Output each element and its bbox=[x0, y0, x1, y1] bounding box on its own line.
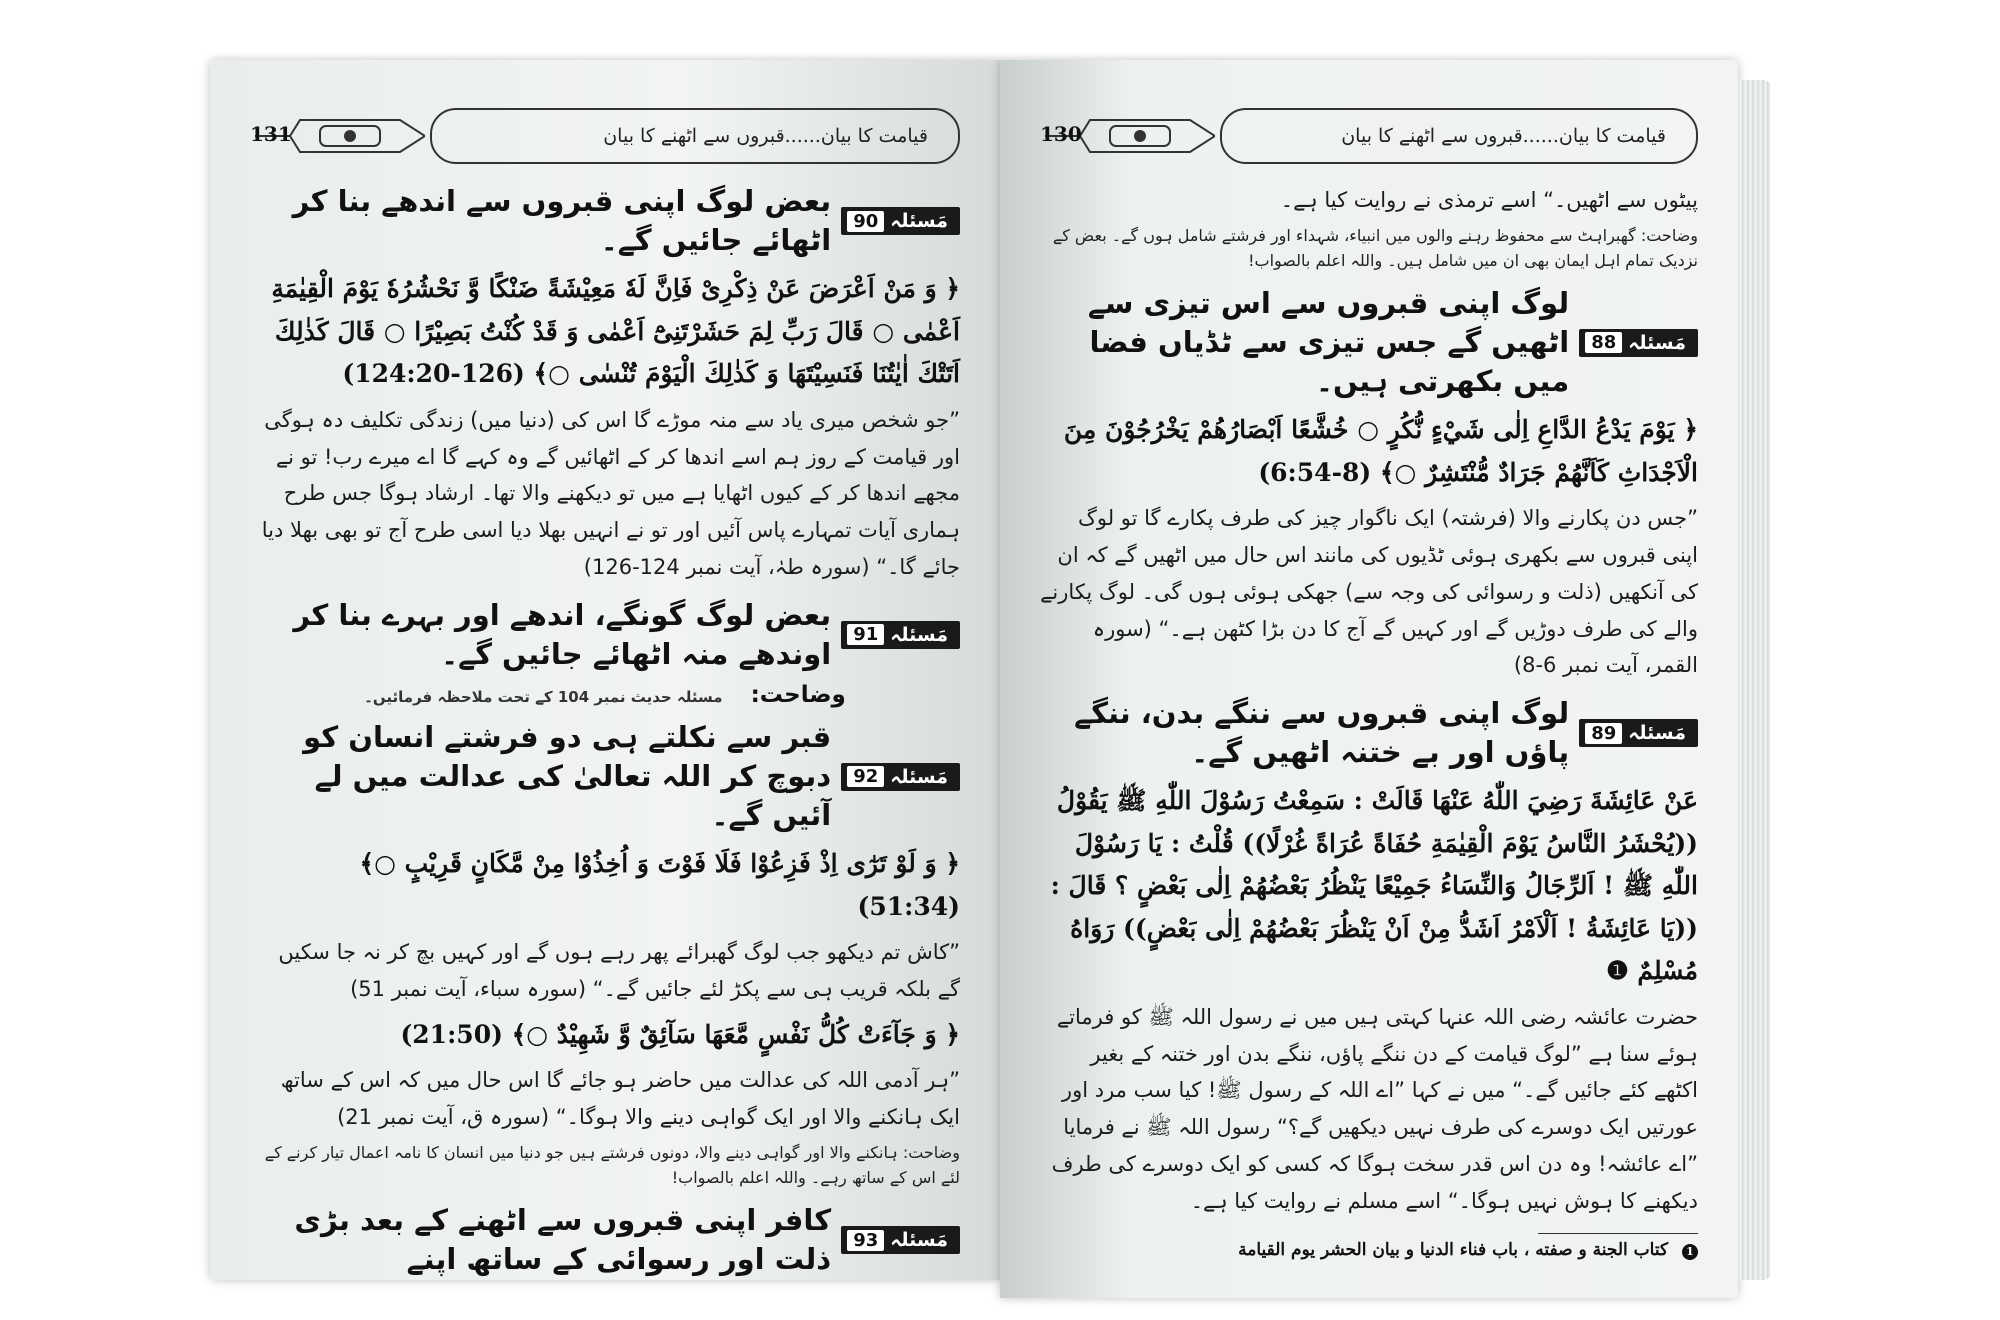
masala-heading bbox=[1040, 284, 1698, 401]
masala-badge bbox=[1579, 329, 1698, 357]
masala-heading bbox=[250, 182, 960, 260]
quran-verse: ﴿ وَ مَنْ اَعْرَضَ عَنْ ذِكْرِىْ فَاِنَّ لَهٗ مَعِيْشَةً ضَنْكًا وَّ نَحْشُرُهٗ يَوْمَ الْقِيٰمَةِ اَعْمٰى ○ قَالَ رَبِّ لِمَ حَشَرْتَنِىْٓ اَعْمٰى وَ قَدْ كُنْتُ بَصِيْرًا ○ قَالَ كَذٰلِكَ اَتَتْكَ اٰيٰتُنَا فَنَسِيْتَهَا وَ كَذٰلِكَ الْيَوْمَ تُنْسٰى ○﴾ (126-124:20) bbox=[271, 274, 960, 389]
masala-title: بعض لوگ گونگے، اندھے اور بہرے بنا کر اوندھے منہ اٹھائے جائیں گے۔ bbox=[293, 597, 832, 671]
quran-verse: ﴿ وَ لَوْ تَرٰٓى اِذْ فَزِعُوْا فَلَا فَوْتَ وَ اُخِذُوْا مِنْ مَّكَانٍ قَرِيْبٍ ○﴾ (51:34) bbox=[359, 849, 960, 921]
masala-label: مَسئلہ bbox=[890, 210, 948, 233]
header-frame bbox=[430, 108, 960, 164]
masala-number: 91 bbox=[847, 624, 884, 645]
masala-title: بعض لوگ اپنی قبروں سے اندھے بنا کر اٹھائے جائیں گے۔ bbox=[292, 184, 832, 258]
masala-number: 89 bbox=[1585, 723, 1622, 744]
masala-heading bbox=[250, 1201, 960, 1279]
masala-label: مَسئلہ bbox=[890, 1229, 948, 1252]
hadith-text: عَنْ عَائِشَةَ رَضِيَ اللّٰهُ عَنْهَا قَالَتْ : سَمِعْتُ رَسُوْلَ اللّٰهِ ﷺ يَقُوْلُ ((يُحْشَرُ النَّاسُ يَوْمَ الْقِيٰمَةِ حُفَاةً عُرَاةً غُرْلًا)) قُلْتُ : يَا رَسُوْلَ اللّٰهِ ﷺ ! اَلرِّجَالُ وَالنِّسَاءُ جَمِيْعًا يَنْظُرُ بَعْضُهُمْ اِلٰى بَعْضٍ ؟ قَالَ : ((يَا عَائِشَةُ ! اَلْاَمْرُ اَشَدُّ مِنْ اَنْ يَنْظُرَ بَعْضُهُمْ اِلٰى بَعْضٍ)) رَوَاهُ مُسْلِمٌ ❶ bbox=[1050, 786, 1698, 986]
wazahat-small: وضاحت: گھبراہٹ سے محفوظ رہنے والوں میں انبیاء، شہداء اور فرشتے شامل ہوں گے۔ بعض کے نزدیک تمام اہل ایمان بھی ان میں شامل ہیں۔ واللہ اعلم بالصواب! bbox=[1052, 225, 1698, 271]
wazahat-label: وضاحت: bbox=[750, 681, 846, 708]
footnote bbox=[1040, 1240, 1698, 1260]
footnote-mark: 1 bbox=[1682, 1244, 1698, 1260]
masala-label: مَسئلہ bbox=[890, 765, 948, 788]
page-number: 131 bbox=[250, 122, 292, 146]
footnote-text: كتاب الجنة و صفته ، باب فناء الدنيا و بيان الحشر يوم القيامة bbox=[1238, 1240, 1669, 1261]
page-header bbox=[1040, 100, 1698, 170]
wazahat-note: مسئلہ حدیث نمبر 104 کے تحت ملاحظہ فرمائیں۔ bbox=[364, 687, 723, 706]
masala-number: 93 bbox=[847, 1230, 884, 1251]
header-frame bbox=[1220, 108, 1698, 164]
masala-label: مَسئلہ bbox=[1628, 722, 1686, 745]
masala-title: لوگ اپنی قبروں سے ننگے بدن، ننگے پاؤں اور بے ختنہ اٹھیں گے۔ bbox=[1074, 696, 1570, 770]
masala-number: 90 bbox=[847, 211, 884, 232]
wazahat-small: وضاحت: ہانکنے والا اور گواہی دینے والا، دونوں فرشتے ہیں جو دنیا میں انسان کا نامہ اعمال تیار کرنے کے لئے اس کے ساتھ رہے۔ واللہ اعلم بالصواب! bbox=[264, 1142, 960, 1188]
masala-badge bbox=[841, 621, 960, 649]
masala-heading bbox=[250, 718, 960, 835]
footnote-divider bbox=[1538, 1233, 1698, 1234]
page-number: 130 bbox=[1040, 122, 1082, 146]
left-page bbox=[210, 60, 1000, 1280]
wazahat bbox=[250, 682, 960, 708]
masala-title: قبر سے نکلتے ہی دو فرشتے انسان کو دبوچ کر اللہ تعالیٰ کی عدالت میں لے آئیں گے۔ bbox=[303, 719, 832, 833]
masala-number: 92 bbox=[847, 766, 884, 787]
urdu-translation: پیٹوں سے اٹھیں۔“ اسے ترمذی نے روایت کیا ہے۔ bbox=[1280, 188, 1698, 212]
quran-verse: ﴿ وَ جَآءَتْ كُلُّ نَفْسٍ مَّعَهَا سَآئِقٌ وَّ شَهِيْدٌ ○﴾ (21:50) bbox=[400, 1019, 960, 1049]
masala-label: مَسئلہ bbox=[1628, 331, 1686, 354]
masala-badge bbox=[841, 763, 960, 791]
masala-badge bbox=[1579, 719, 1698, 747]
quran-verse: ﴿ يَوْمَ يَدْعُ الدَّاعِ اِلٰى شَيْءٍ نُّكُرٍ ○ خُشَّعًا اَبْصَارُهُمْ يَخْرُجُوْنَ مِنَ الْاَجْدَاثِ كَاَنَّهُمْ جَرَادٌ مُّنْتَشِرٌ ○﴾ (8-6:54) bbox=[1063, 415, 1698, 487]
header-title: قیامت کا بیان......قبروں سے اٹھنے کا بیان bbox=[1341, 125, 1666, 147]
masala-heading bbox=[1040, 694, 1698, 772]
urdu-translation: ”جو شخص میری یاد سے منہ موڑے گا اس کی (دنیا میں) زندگی تکلیف دہ ہوگی اور قیامت کے روز ہم اسے اندھا کر کے اٹھائیں گے وہ کہے گا اے میرے رب! تو نے مجھے اندھا کر کے کیوں اٹھایا ہے میں تو دیکھنے والا تھا۔ ارشاد ہوگا جس طرح ہماری آیات تمہارے پاس آئیں اور تو نے انہیں بھلا دیا اسی طرح آج تو بھی بھلا دیا جائے گا۔“ (سورہ طہٰ، آیت نمبر 124-126) bbox=[261, 407, 960, 579]
header-title: قیامت کا بیان......قبروں سے اٹھنے کا بیان bbox=[603, 125, 928, 147]
masala-label: مَسئلہ bbox=[890, 623, 948, 646]
masala-badge bbox=[841, 1226, 960, 1254]
masala-badge bbox=[841, 207, 960, 235]
page-edges bbox=[1738, 80, 1770, 1280]
masala-number: 88 bbox=[1585, 332, 1622, 353]
urdu-translation: ”ہر آدمی اللہ کی عدالت میں حاضر ہو جائے گا اس حال میں کہ اس کے ساتھ ایک ہانکنے والا اور ایک گواہی دینے والا ہوگا۔“ (سورہ ق، آیت نمبر 21) bbox=[280, 1068, 960, 1129]
urdu-translation: ”کاش تم دیکھو جب لوگ گھبرائے پھر رہے ہوں گے اور کہیں بچ کر نہ جا سکیں گے بلکہ قریب ہی سے پکڑ لئے جائیں گے۔“ (سورہ سباء، آیت نمبر 51) bbox=[278, 940, 960, 1001]
masala-title: لوگ اپنی قبروں سے اس تیزی سے اٹھیں گے جس تیزی سے ٹڈیاں فضا میں بکھرتی ہیں۔ bbox=[1087, 285, 1570, 399]
right-page bbox=[1000, 60, 1738, 1298]
urdu-translation: حضرت عائشہ رضی اللہ عنہا کہتی ہیں میں نے رسول اللہ ﷺ کو فرماتے ہوئے سنا ہے ”لوگ قیامت کے دن ننگے پاؤں، ننگے بدن اور ختنہ کے بغیر اکٹھے کئے جائیں گے۔“ میں نے کہا ”اے اللہ کے رسول ﷺ! کیا سب مرد اور عورتیں ایک دوسرے کی طرف نہیں دیکھیں گے؟“ رسول اللہ ﷺ نے فرمایا ”اے عائشہ! وہ دن اس قدر سخت ہوگا کہ کسی کو ایک دوسرے کی طرف دیکھنے کا ہوش نہیں ہوگا۔“ اسے مسلم نے روایت کیا ہے۔ bbox=[1051, 1004, 1698, 1213]
masala-heading bbox=[250, 596, 960, 674]
masala-title: کافر اپنی قبروں سے اٹھنے کے بعد بڑی ذلت اور رسوائی کے ساتھ اپنے bbox=[294, 1202, 832, 1277]
page-header bbox=[250, 100, 960, 170]
urdu-translation: ”جس دن پکارنے والا (فرشتہ) ایک ناگوار چیز کی طرف پکارے گا تو لوگ اپنی قبروں سے بکھری ہوئی ٹڈیوں کی مانند اس حال میں اٹھیں گے کہ ان کی آنکھیں (ذلت و رسوائی کی وجہ سے) جھکی ہوئی ہوں گی۔ لوگ پکارنے والے کی طرف دوڑیں گے اور کہیں گے آج کا دن بڑا کٹھن ہے۔“ (سورہ القمر، آیت نمبر 6-8) bbox=[1040, 506, 1698, 678]
